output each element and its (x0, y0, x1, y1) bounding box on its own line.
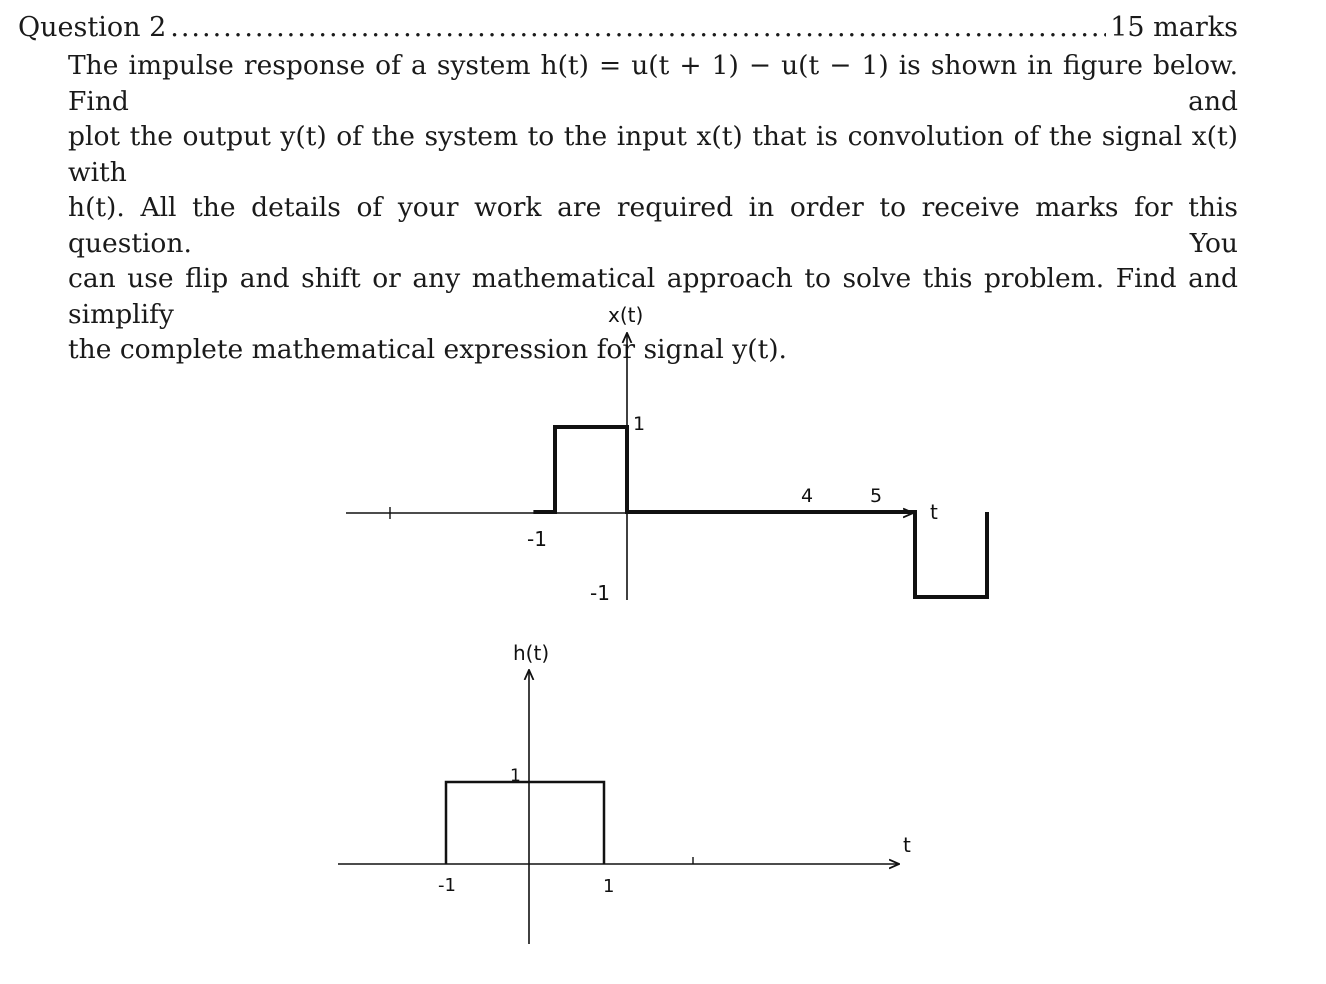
xt-axis-label-t: t (930, 500, 938, 524)
xt-title: x(t) (608, 303, 644, 327)
question-line-5: the complete mathematical expression for signal y(t). (68, 334, 787, 365)
ht-level-label-1: 1 (510, 766, 521, 786)
ht-plot (338, 641, 911, 944)
question-title: Question 2 (18, 12, 167, 43)
xt-level-label-neg1: -1 (590, 581, 610, 605)
xt-tick-label-neg1: -1 (527, 527, 547, 551)
xt-tick-label-5: 5 (870, 485, 883, 507)
ht-axis-label-t: t (903, 833, 911, 857)
question-line-1: The impulse response of a system h(t) = u(t + 1) − u(t − 1) is shown in figure below. Find and (68, 50, 1238, 117)
xt-level-label-1: 1 (633, 413, 646, 435)
question-marks: 15 marks (1110, 12, 1238, 43)
xt-tick-label-4: 4 (801, 485, 814, 507)
question-line-3: h(t). All the details of your work are required in order to receive marks for this question. You (68, 192, 1238, 259)
ht-tick-label-neg1: -1 (438, 875, 456, 896)
question-line-4: can use flip and shift or any mathematical approach to solve this problem. Find and simplify (68, 263, 1238, 330)
xt-plot (346, 303, 987, 605)
ht-signal-line (446, 782, 604, 864)
xt-signal-line (533, 427, 987, 597)
ht-title: h(t) (513, 641, 550, 665)
ht-tick-label-1: 1 (603, 876, 615, 897)
question-line-2: plot the output y(t) of the system to the input x(t) that is convolution of the signal x(t) with (68, 121, 1238, 188)
